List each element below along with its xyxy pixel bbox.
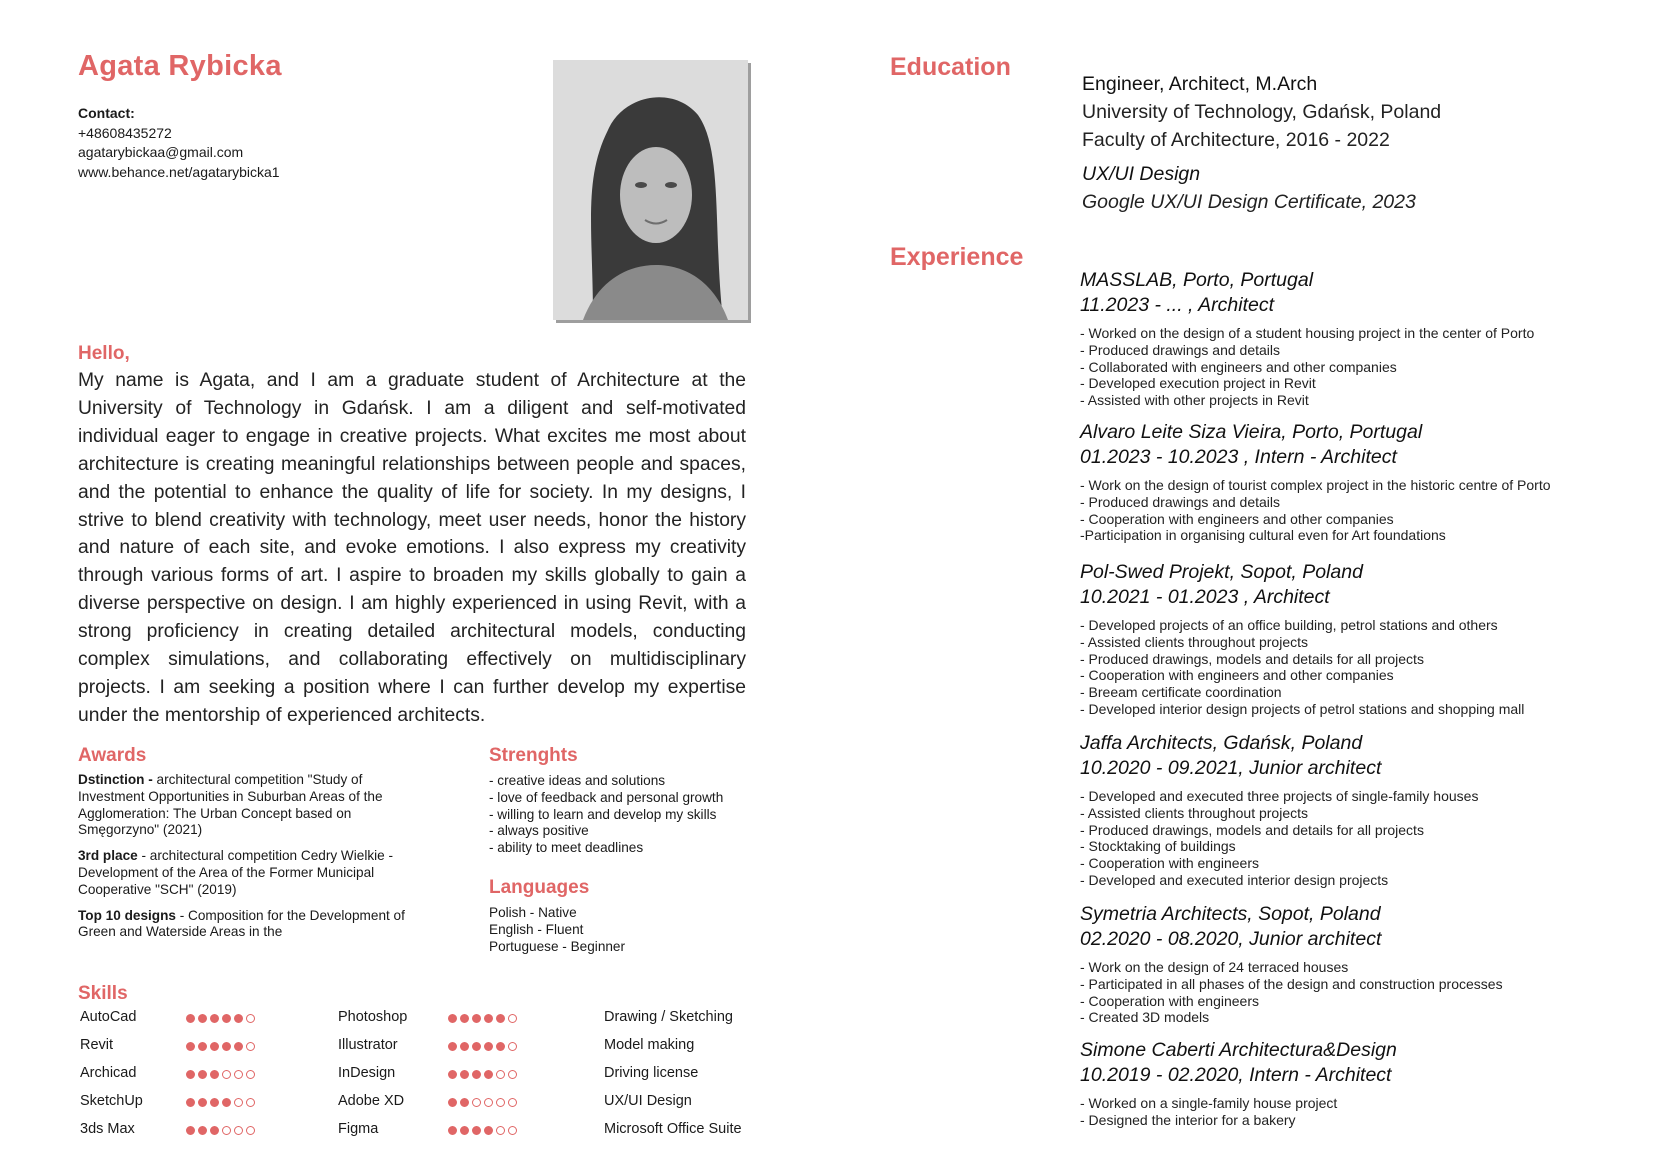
languages-heading: Languages [489,877,590,898]
empty-dot-icon [472,1098,481,1107]
certificate-title: UX/UI Design [1082,163,1201,185]
skill-name: Illustrator [338,1037,398,1053]
job-dates-role: 10.2020 - 09.2021, Junior architect [1080,757,1382,779]
filled-dot-icon [222,1042,231,1051]
empty-dot-icon [246,1042,255,1051]
contact-phone: +48608435272 [78,124,172,141]
filled-dot-icon [186,1126,195,1135]
skill-name: Figma [338,1121,379,1137]
filled-dot-icon [210,1098,219,1107]
filled-dot-icon [484,1014,493,1023]
job-bullet: - Work on the design of 24 terraced houses [1080,959,1349,975]
certificate-detail: Google UX/UI Design Certificate, 2023 [1082,191,1416,213]
filled-dot-icon [460,1070,469,1079]
job-bullet: - Work on the design of tourist complex project in the historic centre of Porto [1080,477,1551,493]
filled-dot-icon [460,1014,469,1023]
job-bullets [1080,477,1620,544]
job-company: Pol-Swed Projekt, Sopot, Poland [1080,561,1363,583]
job-bullet: - Created 3D models [1080,1009,1210,1026]
filled-dot-icon [484,1070,493,1079]
empty-dot-icon [222,1070,231,1079]
filled-dot-icon [496,1014,505,1023]
skill-level-dots [448,1070,517,1079]
job-bullets [1080,617,1620,718]
contact-label: Contact: [78,105,135,121]
filled-dot-icon [460,1098,469,1107]
filled-dot-icon [186,1070,195,1079]
filled-dot-icon [448,1126,457,1135]
skills-grid [0,0,800,1170]
other-skill: Driving license [604,1065,699,1081]
filled-dot-icon [198,1070,207,1079]
filled-dot-icon [496,1042,505,1051]
job-bullet: - Produced drawings and details [1080,493,1281,510]
job-bullet: - Produced drawings, models and details for all projects [1080,821,1424,838]
skill-name: InDesign [338,1065,396,1081]
job-bullet: - Designed the interior for a bakery [1080,1111,1296,1128]
job-bullet: - Stocktaking of buildings [1080,838,1236,855]
strengths-heading: Strenghts [489,745,578,766]
filled-dot-icon [210,1042,219,1051]
skill-level-dots [448,1126,517,1135]
job-bullet: - Assisted clients throughout projects [1080,804,1309,821]
job-dates-role: 11.2023 - ... , Architect [1080,294,1275,316]
education-block [1082,70,1441,216]
job-bullets [1080,1095,1620,1129]
awards-heading: Awards [78,745,147,766]
job-bullet: - Assisted clients throughout projects [1080,633,1309,650]
job-bullet: - Worked on a single-family house project [1080,1095,1338,1111]
filled-dot-icon [448,1098,457,1107]
job-entry [1080,268,1620,409]
filled-dot-icon [186,1014,195,1023]
strength-item: - always positive [489,823,589,839]
job-company: MASSLAB, Porto, Portugal [1080,269,1314,291]
skill-level-dots [448,1014,517,1023]
other-skill: UX/UI Design [604,1093,692,1109]
award-text: architectural competition "Study of Investment Opportunities in Suburban Areas of the Agglomeration: The Urban Concept based on Smęgorzyno" (2021) [78,772,383,838]
job-entry [1080,420,1620,544]
skill-level-dots [186,1070,255,1079]
job-dates-role: 02.2020 - 08.2020, Junior architect [1080,928,1382,950]
filled-dot-icon [460,1042,469,1051]
job-bullet: - Collaborated with engineers and other companies [1080,358,1397,375]
strength-item: - willing to learn and develop my skills [489,806,717,822]
empty-dot-icon [246,1098,255,1107]
job-bullet: - Cooperation with engineers [1080,992,1259,1009]
skills-heading: Skills [78,983,128,1004]
filled-dot-icon [472,1070,481,1079]
filled-dot-icon [186,1098,195,1107]
skill-level-dots [186,1014,255,1023]
empty-dot-icon [508,1126,517,1135]
language-item: Portuguese - Beginner [489,938,626,954]
filled-dot-icon [198,1126,207,1135]
intro-paragraph: My name is Agata, and I am a graduate student of Architecture at the University of Technology in Gdańsk. I am a diligent and self-motivated individual eager to engage in creative projects. What excites me most about architecture is creating meaningful relationships between people and spaces, and the potential to enhance the quality of life for society. In my designs, I strive to blend creativity with technology, meet user needs, honor the history and nature of each site, and evoke emotions. I also express my creativity through various forms of art. I aspire to broaden my skills globally to gain a diverse perspective on design. I am highly experienced in using Revit, with a strong proficiency in creating detailed architectural models, conducting complex simulations, and collaborating effectively on multidisciplinary projects. I am seeking a position where I can further develop my expertise under the mentorship of experienced architects. [78,370,746,726]
job-entry [1080,731,1620,889]
job-company: Simone Caberti Architectura&Design [1080,1039,1397,1061]
job-dates-role: 10.2021 - 01.2023 , Architect [1080,586,1330,608]
education-heading: Education [890,53,1011,81]
job-bullet: - Breeam certificate coordination [1080,684,1282,701]
faculty-years: Faculty of Architecture, 2016 - 2022 [1082,129,1390,151]
empty-dot-icon [508,1098,517,1107]
filled-dot-icon [460,1126,469,1135]
filled-dot-icon [448,1014,457,1023]
job-entry [1080,1038,1620,1129]
job-bullet: - Produced drawings, models and details for all projects [1080,650,1424,667]
language-item: Polish - Native [489,905,577,920]
other-skill: Model making [604,1037,695,1053]
skill-level-dots [448,1098,517,1107]
filled-dot-icon [210,1070,219,1079]
job-bullet: - Developed and executed interior design projects [1080,871,1389,888]
job-bullet: - Worked on the design of a student housing project in the center of Porto [1080,325,1535,341]
job-company: Symetria Architects, Sopot, Poland [1080,903,1381,925]
award-rank: 3rd place [78,848,138,864]
filled-dot-icon [198,1098,207,1107]
skill-level-dots [448,1042,517,1051]
job-bullet: - Developed and executed three projects of single-family houses [1080,788,1479,804]
award-rank: Dstinction - [78,772,153,787]
job-company: Jaffa Architects, Gdańsk, Poland [1080,732,1363,754]
degree-title: Engineer, Architect, M.Arch [1082,73,1318,95]
empty-dot-icon [496,1126,505,1135]
filled-dot-icon [222,1014,231,1023]
empty-dot-icon [234,1126,243,1135]
job-bullet: - Developed projects of an office building, petrol stations and others [1080,617,1498,633]
experience-heading: Experience [890,243,1024,271]
empty-dot-icon [246,1014,255,1023]
filled-dot-icon [448,1070,457,1079]
empty-dot-icon [246,1070,255,1079]
intro-heading: Hello, [78,343,130,364]
filled-dot-icon [198,1042,207,1051]
filled-dot-icon [210,1014,219,1023]
job-bullet: - Cooperation with engineers and other companies [1080,667,1394,684]
filled-dot-icon [472,1042,481,1051]
award-text: - Composition for the Development of Green and Waterside Areas in the [78,907,405,940]
filled-dot-icon [484,1042,493,1051]
university: University of Technology, Gdańsk, Poland [1082,101,1442,123]
skill-name: SketchUp [80,1093,143,1109]
job-dates-role: 10.2019 - 02.2020, Intern - Architect [1080,1064,1392,1086]
strength-item: - ability to meet deadlines [489,840,644,856]
other-skill: Microsoft Office Suite [604,1121,742,1137]
filled-dot-icon [222,1098,231,1107]
language-item: English - Fluent [489,921,584,937]
job-bullet: - Assisted with other projects in Revit [1080,392,1309,409]
strength-item: - love of feedback and personal growth [489,789,724,805]
skill-level-dots [186,1098,255,1107]
filled-dot-icon [448,1042,457,1051]
filled-dot-icon [472,1014,481,1023]
empty-dot-icon [234,1098,243,1107]
skill-name: Revit [80,1037,114,1053]
skill-name: Photoshop [338,1009,408,1025]
job-bullet: - Developed execution project in Revit [1080,375,1316,392]
job-bullets [1080,788,1620,889]
empty-dot-icon [484,1098,493,1107]
candidate-name: Agata Rybicka [78,50,282,82]
skill-level-dots [186,1042,255,1051]
award-rank: Top 10 designs [78,907,176,923]
award-text: - architectural competition Cedry Wielkie - Development of the Area of the Former Municipal Cooperative "SCH" (2019) [78,848,394,897]
contact-email: agatarybickaa@gmail.com [78,144,244,160]
empty-dot-icon [496,1070,505,1079]
job-bullet: - Cooperation with engineers [1080,855,1259,872]
filled-dot-icon [198,1014,207,1023]
empty-dot-icon [246,1126,255,1135]
job-bullets [1080,959,1620,1026]
empty-dot-icon [508,1014,517,1023]
filled-dot-icon [472,1126,481,1135]
skill-name: Adobe XD [338,1093,405,1109]
empty-dot-icon [508,1042,517,1051]
job-bullets [1080,325,1620,409]
job-bullet: - Participated in all phases of the design and construction processes [1080,975,1503,992]
skill-level-dots [186,1126,255,1135]
strength-item: - creative ideas and solutions [489,773,666,788]
job-entry [1080,560,1620,718]
job-bullet: - Produced drawings and details [1080,341,1281,358]
job-bullet: -Participation in organising cultural even for Art foundations [1080,527,1446,544]
empty-dot-icon [508,1070,517,1079]
skill-name: AutoCad [80,1009,137,1025]
skill-name: 3ds Max [80,1121,135,1137]
other-skill: Drawing / Sketching [604,1009,733,1025]
job-bullet: - Developed interior design projects of petrol stations and shopping mall [1080,700,1525,717]
filled-dot-icon [484,1126,493,1135]
filled-dot-icon [234,1014,243,1023]
job-bullet: - Cooperation with engineers and other companies [1080,510,1394,527]
filled-dot-icon [234,1042,243,1051]
contact-website: www.behance.net/agatarybicka1 [78,163,280,180]
empty-dot-icon [234,1070,243,1079]
empty-dot-icon [222,1126,231,1135]
filled-dot-icon [186,1042,195,1051]
skill-name: Archicad [80,1065,137,1081]
job-dates-role: 01.2023 - 10.2023 , Intern - Architect [1080,446,1397,468]
empty-dot-icon [496,1098,505,1107]
job-company: Alvaro Leite Siza Vieira, Porto, Portugal [1080,421,1423,443]
filled-dot-icon [210,1126,219,1135]
job-entry [1080,902,1620,1026]
